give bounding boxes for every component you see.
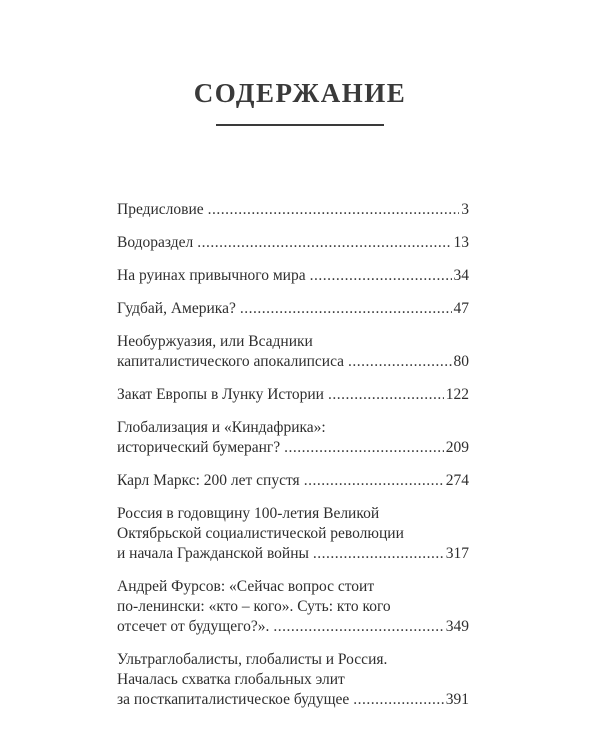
toc-entry-title-line: капиталистического апокалипсиса xyxy=(117,353,345,370)
toc-page-number: 122 xyxy=(445,386,469,403)
toc-entry-title-line: Октябрьской социалистической революции xyxy=(117,525,404,542)
table-of-contents xyxy=(117,200,469,723)
toc-entry xyxy=(117,200,469,220)
page-title: СОДЕРЖАНИЕ xyxy=(193,78,407,108)
dot-leader xyxy=(197,233,451,253)
toc-entry-title-line: за посткапиталистическое будущее xyxy=(117,691,350,708)
dot-leader xyxy=(353,690,443,710)
dot-leader xyxy=(313,544,444,564)
toc-page-number: 317 xyxy=(445,545,469,562)
toc-entry-last-line xyxy=(117,266,469,286)
toc-entry-title-line: Предисловие xyxy=(117,201,204,218)
toc-entry xyxy=(117,299,469,319)
toc-page-number: 3 xyxy=(461,201,469,218)
toc-entry-last-line xyxy=(117,438,469,458)
toc-entry-last-line xyxy=(117,471,469,491)
toc-page-number: 47 xyxy=(453,300,469,317)
dot-leader xyxy=(348,352,451,372)
toc-entry-title-line: Водораздел xyxy=(117,234,194,251)
toc-entry-title-line: Гудбай, Америка? xyxy=(117,300,236,317)
dot-leader xyxy=(328,385,444,405)
toc-entry-last-line xyxy=(117,385,469,405)
dot-leader xyxy=(208,200,460,220)
toc-page-number: 391 xyxy=(445,691,469,708)
toc-entry-title-line: отсечет от будущего?». xyxy=(117,618,270,635)
toc-entry xyxy=(117,266,469,286)
toc-entry-title-line: На руинах привычного мира xyxy=(117,267,306,284)
toc-page-number: 274 xyxy=(445,472,469,489)
dot-leader xyxy=(310,266,452,286)
toc-page-number: 209 xyxy=(445,439,469,456)
toc-entry-title-line: и начала Гражданской войны xyxy=(117,545,309,562)
toc-entry-title-line: Андрей Фурсов: «Сейчас вопрос стоит xyxy=(117,578,375,595)
toc-entry-last-line xyxy=(117,299,469,319)
toc-entry-last-line xyxy=(117,233,469,253)
toc-entry xyxy=(117,332,469,372)
toc-entry-title-line: исторический бумеранг? xyxy=(117,439,281,456)
toc-entry xyxy=(117,504,469,564)
dot-leader xyxy=(284,438,444,458)
toc-page-number: 349 xyxy=(445,618,469,635)
toc-page-number: 13 xyxy=(453,234,469,251)
toc-entry-last-line xyxy=(117,200,469,220)
toc-entry xyxy=(117,650,469,710)
toc-entry-last-line xyxy=(117,352,469,372)
toc-entry-title-line: Глобализация и «Киндафрика»: xyxy=(117,419,326,436)
toc-entry xyxy=(117,577,469,637)
toc-entry xyxy=(117,385,469,405)
toc-entry-title-line: Россия в годовщину 100-летия Великой xyxy=(117,505,380,522)
toc-entry-last-line xyxy=(117,544,469,564)
title-underline xyxy=(216,124,384,126)
toc-entry-title-line: Необуржуазия, или Всадники xyxy=(117,333,313,350)
toc-entry-title-line: Ультраглобалисты, глобалисты и Россия. xyxy=(117,651,388,668)
toc-entry-title-line: Началась схватка глобальных элит xyxy=(117,671,345,688)
toc-entry xyxy=(117,233,469,253)
toc-page-number: 34 xyxy=(453,267,469,284)
dot-leader xyxy=(273,617,443,637)
toc-entry xyxy=(117,471,469,491)
toc-entry-title-line: Карл Маркс: 200 лет спустя xyxy=(117,472,300,489)
dot-leader xyxy=(240,299,452,319)
toc-entry-last-line xyxy=(117,617,469,637)
toc-page-number: 80 xyxy=(453,353,469,370)
toc-entry xyxy=(117,418,469,458)
dot-leader xyxy=(304,471,444,491)
toc-entry-title-line: Закат Европы в Лунку Истории xyxy=(117,386,324,403)
toc-entry-last-line xyxy=(117,690,469,710)
toc-entry-title-line: по-ленински: «кто – кого». Суть: кто кого xyxy=(117,598,391,615)
